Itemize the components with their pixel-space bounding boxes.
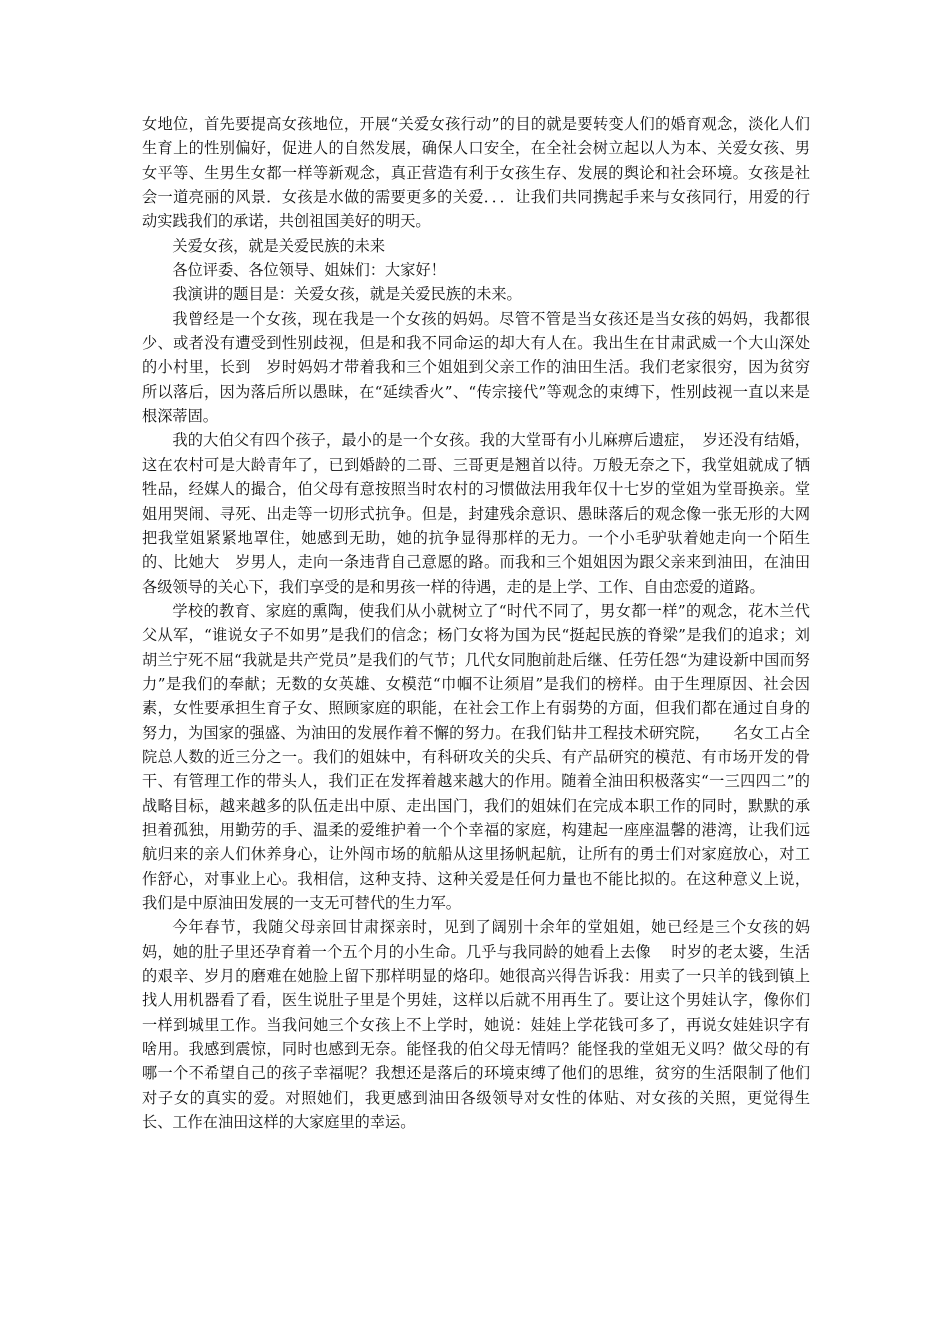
paragraph-cousin-story: 我的大伯父有四个孩子，最小的是一个女孩。我的大堂哥有小儿麻痹后遗症， 岁还没有结婚，这在农村可是大龄青年了，已到婚龄的二哥、三哥更是翘首以待。万般无奈之下，我堂姐就成了牺牲品，经媒人的撮合，伯父母有意按照当时农村的习惯做法用我年仅十七岁的堂姐为堂哥换亲。堂姐用哭闹、寻死、出走等一切形式抗争。但是，封建残余意识、愚昧落后的观念像一张无形的大网把我堂姐紧紧地罩住，她感到无助，她的抗争显得那样的无力。一个小毛驴驮着她走向一个陌生的、比她大 岁男人，走向一条违背自己意愿的路。而我和三个姐姐因为跟父亲来到油田，在油田各级领导的关心下，我们享受的是和男孩一样的待遇，走的是上学、工作、自由恋爱的道路。 (142, 431, 810, 596)
paragraph-spring-festival-visit: 今年春节，我随父母亲回甘肃探亲时，见到了阔别十余年的堂姐姐，她已经是三个女孩的妈妈，她的肚子里还孕育着一个五个月的小生命。几乎与我同龄的她看上去像 时岁的老太婆，生活的艰辛、岁月的磨难在她脸上留下那样明显的烙印。她很高兴得告诉我：用卖了一只羊的钱到镇上找人用机器看了看，医生说肚子里是个男娃，这样以后就不用再生了。要让这个男娃认字，像你们一样到城里工作。当我问她三个女孩上不上学时，她说：娃娃上学花钱可多了，再说女娃娃识字有啥用。我感到震惊，同时也感到无奈。能怪我的伯父母无情吗？能怪我的堂姐无义吗？做父母的有哪一个不希望自己的孩子幸福呢？我想还是落后的环境束缚了他们的思维，贫穷的生活限制了他们对子女的真实的爱。对照她们，我更感到油田各级领导对女性的体贴、对女孩的关照，更觉得生长、工作在油田这样的大家庭里的幸运。 (142, 918, 810, 1132)
document-page (142, 112, 810, 1134)
paragraph-education-values: 学校的教育、家庭的熏陶，使我们从小就树立了“时代不同了，男女都一样”的观念，花木兰代父从军，“谁说女子不如男”是我们的信念；杨门女将为国为民“挺起民族的脊梁”是我们的追求；刘胡兰宁死不屈“我就是共产党员”是我们的气节；几代女同胞前赴后继、任劳任怨“为建设新中国而努力”是我们的奉献；无数的女英雄、女模范“巾帼不让须眉”是我们的榜样。由于生理原因、社会因素，女性要承担生育子女、照顾家庭的职能，在社会工作上有弱势的方面，但我们都在通过自身的努力，为国家的强盛、为油田的发展作着不懈的努力。在我们钻井工程技术研究院， 名女工占全院总人数的近三分之一。我们的姐妹中，有科研攻关的尖兵、有产品研究的模范、有市场开发的骨干、有管理工作的带头人，我们正在发挥着越来越大的作用。随着全油田积极落实“一三四四二”的战略目标，越来越多的队伍走出中原、走出国门，我们的姐妹们在完成本职工作的同时，默默的承担着孤独，用勤劳的手、温柔的爱维护着一个个幸福的家庭，构建起一座座温馨的港湾，让我们远航归来的亲人们休养身心，让外闯市场的航船从这里扬帆起航，让所有的勇士们对家庭放心，对工作舒心，对事业上心。我相信，这种支持、这种关爱是任何力量也不能比拟的。在这种意义上说，我们是中原油田发展的一支无可替代的生力军。 (142, 601, 810, 912)
paragraph-intro-continuation: 女地位，首先要提高女孩地位，开展“关爱女孩行动”的目的就是要转变人们的婚育观念，淡化人们生育上的性别偏好，促进人的自然发展，确保人口安全，在全社会树立起以人为本、关爱女孩、男女平等、生男生女都一样等新观念，真正营造有利于女孩生存、发展的舆论和社会环境。女孩是社会一道亮丽的风景．女孩是水做的需要更多的关爱．．．让我们共同携起手来与女孩同行，用爱的行动实践我们的承诺，共创祖国美好的明天。 (142, 115, 810, 231)
greeting: 各位评委、各位领导、姐妹们：大家好！ (172, 261, 446, 280)
speech-title: 关爱女孩，就是关爱民族的未来 (172, 236, 386, 255)
paragraph-personal-background: 我曾经是一个女孩，现在我是一个女孩的妈妈。尽管不管是当女孩还是当女孩的妈妈，我都很少、或者没有遭受到性别歧视，但是和我不同命运的却大有人在。我出生在甘肃武威一个大山深处的小村里，长到 岁时妈妈才带着我和三个姐姐到父亲工作的油田生活。我们老家很穷，因为贫穷所以落后，因为落后所以愚昧，在“延续香火”、“传宗接代”等观念的束缚下，性别歧视一直以来是根深蒂固。 (142, 309, 810, 426)
topic-statement: 我演讲的题目是：关爱女孩，就是关爱民族的未来。 (172, 285, 522, 304)
